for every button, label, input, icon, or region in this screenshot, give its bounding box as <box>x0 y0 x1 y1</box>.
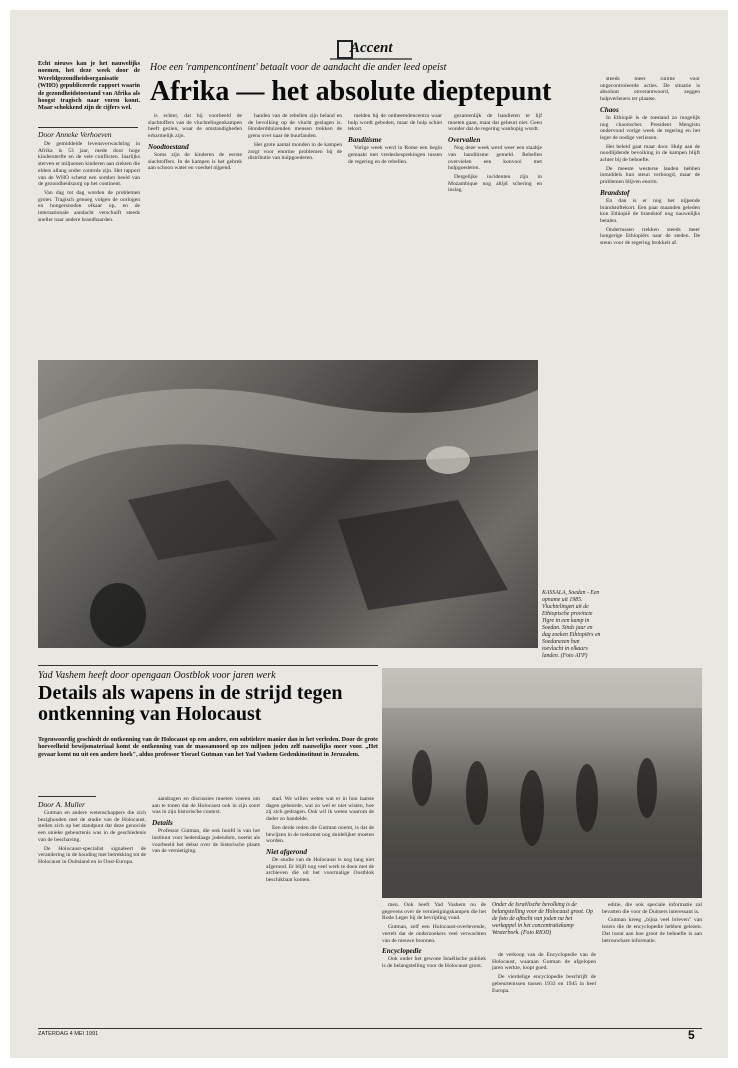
article1-col2: is echter, dat hij voorbeeld de slachtoffers van de vluchtelingenkampen heeft gezien, waar de omstandigheden erbarmelijk zijn. Noodtoestand Soms zijn de kinderen de eerste slachtoffers. In de kampen is het gebrek aan schoon water en voedsel nijpend. <box>148 113 242 172</box>
article2-kicker: Yad Vashem heeft door opengaan Oostblok voor jaren werk <box>38 670 276 681</box>
article1-col3: handen van de rebellen zijn beland en de bevolking op de vlucht geslagen is. Honderdduizenden mensen trekken de grens over naar de buurlanden. Het grote aantal monden in de kampen zorgt voor enorme problemen bij de distributie van hulpgoederen. <box>248 113 342 162</box>
article2-byline: Door A. Muller <box>38 800 85 809</box>
article2-col3: stad. We willen weten wat er in hun laatste dagen gebeurde, wat zo wel er niet wisten, hoe zij zich gedragen. Ook wil ik weten waarom de dader zo handelde. Een derde reden die Gutman noemt, is dat de bewijzen in de toekomst nog duidelijker moeten worden. Niet afgerond De studie van de Holocaust is nog lang niet afgerond. Er blijft nog veel werk te doen met de archieven die uit het voormalige Oostblok beschikbaar komen. <box>266 796 374 884</box>
footer-date: ZATERDAG 4 MEI 1991 <box>38 1031 99 1037</box>
refugee-camp-photo <box>38 360 538 648</box>
article2-col2: aandragen en discussies moeten voeren om aan te tonen dat de Holocaust ook in zijn soort was in zijn historische context. Details Professor Gutman, die ook hoofd is van het instituut voor hedendaags jodendom, noemt als voorbeeld het debat over de historische plaats van de vernietiging. <box>152 796 260 855</box>
article2-col5: de verkoop van de Encyclopedie van de Holocaust, waaraan Gutman de afgelopen jaren werkte, loopt goed. De vierdelige encyclopedie beschrijft de gebeurtenissen tussen 1933 en 1945 in heel Europa. <box>492 952 596 994</box>
page-number: 5 <box>688 1028 695 1042</box>
newspaper-page <box>10 10 728 1058</box>
masthead-title: Accent <box>350 40 393 56</box>
article2-intro: Tegenwoordig geschiedt de ontkenning van de Holocaust op een andere, een subtielere manier dan in het verleden. Door de grote hoeveelheid bewijsmateriaal komt de ontkenning van de massamoord op zes miljoen joden zelf nauwelijks meer voor. „Het gevaar komt nu uit een andere hoek", aldus professor Yisrael Gutman van het Yad Vashem Gedenkinstituut in Jeruzalem. <box>38 736 378 758</box>
article2-col6: editie, die ook speciale informatie zal bevatten die voor de Duitsers interessant is. Gutman kreeg „bijna veel brieven" van lezers die de encyclopedie hebben gelezen. Dat toont aan hoe groot de behoefte is aan betrouwbare informatie. <box>602 902 702 944</box>
article1-headline: Afrika — het absolute dieptepunt <box>150 76 552 107</box>
article1-col6: steeds meer ruimte voor ongecontroleerde acties. De situatie is absoluut onverantwoord, zeggen hulpverleners ter plaatse. Chaos In Ethiopië is de toestand zo mogelijk nog chaotischer. President Mengistu ondervond vorige week de regering en het leger de nodige verliezen. Het beleid gaat maar door. Hulp aan de noodlijdende bevolking in de kampen blijft achter bij de behoefte. De meeste westerse landen hebben inmiddels hun steun verhoogd, maar de problemen blijven enorm. Brandstof En dan is er nog het nijpende brandstoftekort. Een paar maanden geleden kon Ethiopië de brandstof nog nauwelijks betalen. Ondertussen trekken steeds meer hongerige Ethiopiërs naar de steden. De steun voor de regering brokkelt af. <box>600 76 700 247</box>
photo-illustration <box>382 668 702 898</box>
photo-illustration <box>38 360 538 648</box>
article2-headline: Details als wapens in de strijd tegen ontkenning van Holocaust <box>38 682 343 725</box>
article2-caption: Onder de Israëlische bevolking is de belangstelling voor de Holocaust groot. Op de foto de aftocht van joden na het werkappel in het concentratiekamp Westerbork. (Foto RIOD) <box>492 902 593 936</box>
article1-col5: gezamenlijk de bandieten te lijf moeten gaan, maar dat gebeurt niet. Geen wonder dat de regering wanhopig wordt. Overvallen Nog deze week werd weer een staaltje van banditisme gemeld. Rebellen overvielen een konvooi met hulpgoederen. Dergelijke incidenten zijn in Mozambique nog altijd schering en inslag. <box>448 113 542 194</box>
article2-col4: men. Ook heeft Yad Vashem nu de gegevens over de vernietigingskampen die het Rode Leger bij de bevrijding vond. Gutman, zelf een Holocaust-overlevende, vertelt dat de onderzoekers veel verwachten van de nieuwe bronnen. Encyclopedie Ook onder het gewone Israëlische publiek is de belangstelling voor de Holocaust groot. <box>382 902 486 969</box>
article1-col4: melden bij de ontheemdencentra waar hulp wordt geboden, maar de hulp schiet tekort. Banditisme Vorige week werd in Rome een begin gemaakt met vredesbesprekingen tussen de regering en de rebellen. <box>348 113 442 165</box>
article1-kicker: Hoe een 'rampencontinent' betaalt voor de aandacht die ander leed opeist <box>150 62 447 73</box>
westerbork-photo <box>382 668 702 898</box>
masthead <box>320 38 420 64</box>
article1-col1: De gemiddelde levensverwachting in Afrika is 53 jaar, mede door hoge kindersterfte en de vele conflicten. Jaarlijks sterven er miljoenen kinderen aan ziekten die elders allang onder controle zijn. Het rapport van de WHO schetst een somber beeld van de gezondheidszorg op het continent. Van dag tot dag worden de problemen groter. Tragisch genoeg volgen de oorlogen en hongersnoden elkaar op, en de internationale aandacht verschuift steeds sneller naar andere brandhaarden. <box>38 141 140 223</box>
article1-intro: Echt nieuws kan je het nauwelijks noemen, het deze week door de Wereldgezondheidsorganisatie (WHO) gepubliceerde rapport waarin de gezondheidstoestand van Afrika als hoogst tragisch naar voren komt. Maar schokkend zijn de cijfers wel. <box>38 60 140 112</box>
article2-col1: Gutman en andere wetenschappers die zich bezighouden met de studie van de Holocaust, stellen zich op het standpunt dat deze genocide een unieke gebeurtenis was in de geschiedenis van de beschaving. De Holocaust-specialist signaleert de verandering in de houding met betrekking tot de Holocaust in Duitsland en in Oost-Europa. <box>38 810 146 865</box>
article1-caption: KASSALA, Soedan - Een opname uit 1985. Vluchtelingen uit de Ethiopische provincie Tigre in een kamp in Soedan. Sinds jaar en dag zoeken Ethiopiërs en Soedanezen hun toevlucht in elkaars landen. (Foto AFP) <box>542 590 601 659</box>
article1-byline: Door Anneke Verhoeven <box>38 130 112 139</box>
